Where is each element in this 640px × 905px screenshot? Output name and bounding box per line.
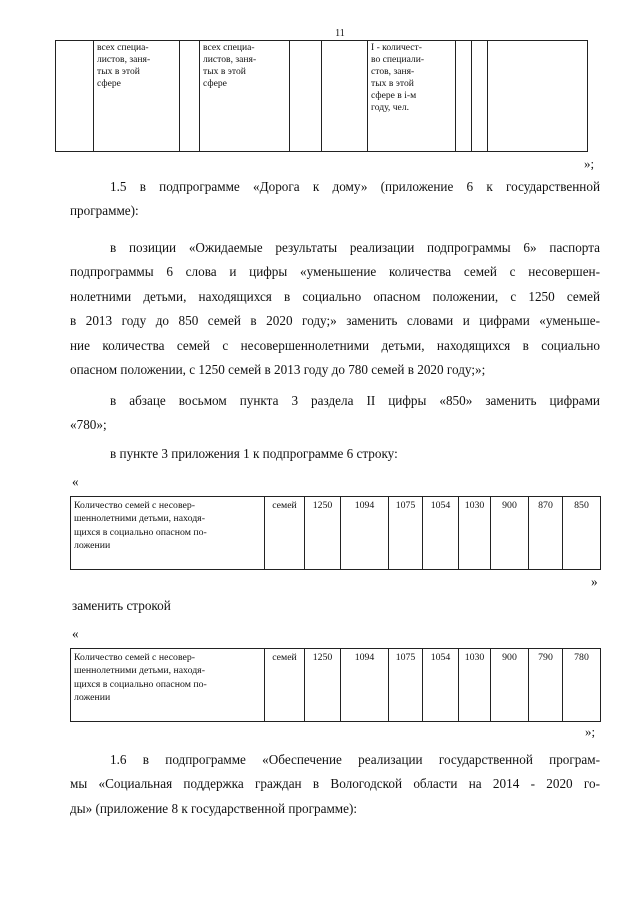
value-cell: 900	[491, 497, 529, 570]
value-cell: 1094	[341, 497, 389, 570]
closing-quote-semicolon: »;	[585, 724, 596, 739]
table-cell	[488, 41, 588, 152]
unit-cell: семей	[265, 497, 305, 570]
table-cell	[56, 41, 94, 152]
text-line: в абзаце восьмом пункта 3 раздела II цифры «850» заменить цифрами	[110, 393, 600, 408]
open-quote: «	[72, 626, 79, 641]
text-line: подпрограммы 6 слова и цифры «уменьшение количества семей с несовершен-	[70, 264, 600, 280]
table-row	[71, 497, 601, 570]
value-cell: 1030	[459, 497, 491, 570]
text-line: опасном положении, с 1250 семей в 2013 году до 780 семей в 2020 году;»;	[70, 362, 486, 378]
text-line: 1.6 в подпрограмме «Обеспечение реализации государственной програм-	[110, 752, 600, 767]
text-line: нолетними детьми, находящихся в социально опасном положении, с 1250 семей	[70, 288, 600, 304]
table-cell	[456, 41, 472, 152]
value-cell: 780	[563, 649, 601, 722]
new-row-table	[70, 648, 601, 722]
table-cell	[472, 41, 488, 152]
value-cell: 790	[529, 649, 563, 722]
indicator-label: Количество семей с несовер- шеннолетними детьми, находя- щихся в социально опасном по- ложении	[71, 649, 265, 722]
page-number: 11	[335, 28, 345, 39]
text-line: 1.5 в подпрограмме «Дорога к дому» (приложение 6 к государственной	[110, 179, 600, 194]
table-cell: I - количест- во специали- стов, заня- тых в этой сфере в i-м году, чел.	[368, 41, 456, 152]
continuation-table	[55, 40, 588, 152]
table-row	[56, 41, 588, 152]
punkt3-line: в пункте 3 приложения 1 к подпрограмме 6 строку:	[110, 446, 398, 461]
text-line: мы «Социальная поддержка граждан в Вологодской области на 2014 - 2020 го-	[70, 776, 600, 792]
table-row	[71, 649, 601, 722]
section-1-6-paragraph	[70, 748, 600, 821]
value-cell: 1030	[459, 649, 491, 722]
table-cell: всех специа- листов, заня- тых в этой сфере	[94, 41, 180, 152]
table-cell	[290, 41, 322, 152]
value-cell: 1250	[305, 497, 341, 570]
value-cell: 1054	[423, 497, 459, 570]
text-line: в позиции «Ожидаемые результаты реализации подпрограммы 6» паспорта	[110, 240, 600, 255]
text-line: ние количества семей с несовершеннолетними детьми, находящихся в социально	[70, 337, 600, 353]
close-quote: »	[591, 574, 598, 589]
position-paragraph	[70, 236, 600, 382]
text-line: ды» (приложение 8 к государственной программе):	[70, 800, 358, 816]
value-cell: 850	[563, 497, 601, 570]
section-1-5-paragraph	[70, 175, 600, 224]
value-cell: 900	[491, 649, 529, 722]
abzac-paragraph	[70, 389, 600, 438]
closing-quote-semicolon: »;	[584, 156, 595, 171]
value-cell: 870	[529, 497, 563, 570]
value-cell: 1075	[389, 497, 423, 570]
open-quote: «	[72, 474, 79, 489]
value-cell: 1094	[341, 649, 389, 722]
indicator-label: Количество семей с несовер- шеннолетними детьми, находя- щихся в социально опасном по- ложении	[71, 497, 265, 570]
text-line: «780»;	[70, 417, 107, 433]
table-cell: всех специа- листов, заня- тых в этой сфере	[200, 41, 290, 152]
value-cell: 1054	[423, 649, 459, 722]
old-row-table	[70, 496, 601, 570]
replace-line: заменить строкой	[72, 598, 171, 613]
table-cell	[322, 41, 368, 152]
value-cell: 1250	[305, 649, 341, 722]
table-cell	[180, 41, 200, 152]
value-cell: 1075	[389, 649, 423, 722]
unit-cell: семей	[265, 649, 305, 722]
text-line: в 2013 году до 850 семей в 2020 году;» заменить словами и цифрами «уменьше-	[70, 313, 600, 329]
text-line: программе):	[70, 203, 139, 219]
